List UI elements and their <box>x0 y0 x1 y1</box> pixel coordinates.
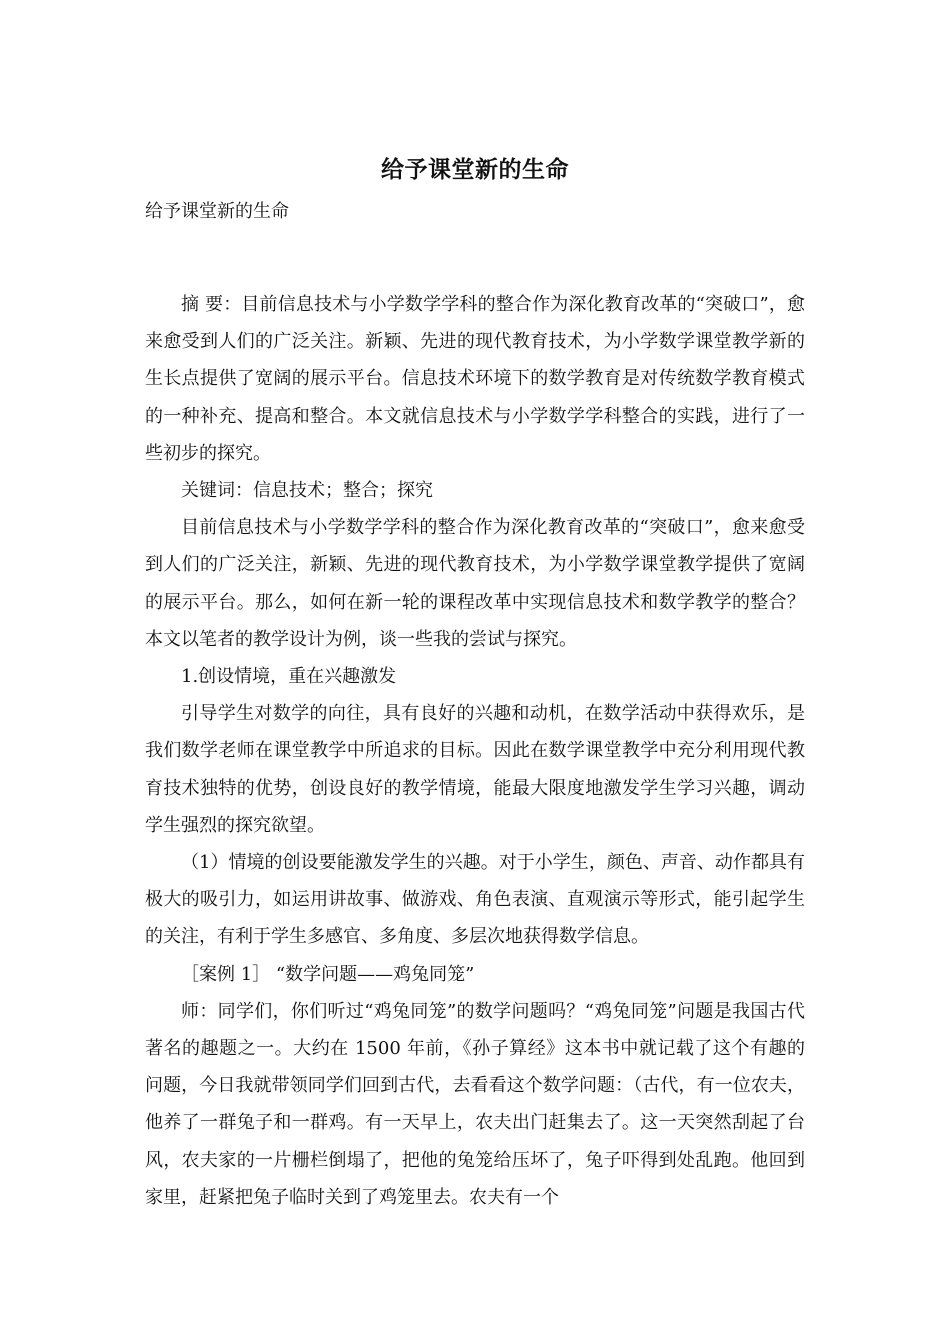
document-title: 给予课堂新的生命 <box>381 156 569 183</box>
case-1-paragraph: 师：同学们，你们听过“鸡兔同笼”的数学问题吗？“鸡兔同笼”问题是我国古代著名的趣题之一。大约在 1500 年前，《孙子算经》这本书中就记载了这个有趣的问题，今日我就带领同学们回到古代，去看看这个数学问题：（古代，有一位农夫，他养了一群兔子和一群鸡。有一天早上，农夫出门赶集去了。这一天突然刮起了台风，农夫家的一片栅栏倒塌了，把他的兔笼给压坏了，兔子吓得到处乱跑。他回到家里，赶紧把兔子临时关到了鸡笼里去。农夫有一个 <box>145 1000 805 1208</box>
intro-paragraph: 目前信息技术与小学数学学科的整合作为深化教育改革的“突破口”，愈来愈受到人们的广泛关注，新颖、先进的现代教育技术，为小学数学课堂教学提供了宽阔的展示平台。那么，如何在新一轮的课程改革中实现信息技术和数学教学的整合？本文以笔者的教学设计为例，谈一些我的尝试与探究。 <box>145 517 805 650</box>
subsection-1-paragraph: （1）情境的创设要能激发学生的兴趣。对于小学生，颜色、声音、动作都具有极大的吸引力，如运用讲故事、做游戏、角色表演、直观演示等形式，能引起学生的关注，有利于学生多感官、多角度、多层次地获得数学信息。 <box>145 852 805 948</box>
section-1-paragraph: 引导学生对数学的向往，具有良好的兴趣和动机，在数学活动中获得欢乐，是我们数学老师在课堂教学中所追求的目标。因此在数学课堂教学中充分利用现代教育技术独特的优势，创设良好的教学情境，能最大限度地激发学生学习兴趣，调动学生强烈的探究欲望。 <box>145 703 805 836</box>
document-subtitle: 给予课堂新的生命 <box>145 201 289 222</box>
case-heading-1: ［案例 1］ “数学问题——鸡兔同笼” <box>181 963 475 985</box>
section-heading-1: 1.创设情境，重在兴趣激发 <box>181 666 397 688</box>
document-body <box>145 286 805 1216</box>
abstract-paragraph: 摘 要：目前信息技术与小学数学学科的整合作为深化教育改革的“突破口”，愈来愈受到人们的广泛关注。新颖、先进的现代教育技术，为小学数学课堂教学新的生长点提供了宽阔的展示平台。信息技术环境下的数学教育是对传统数学教育模式的一种补充、提高和整合。本文就信息技术与小学数学学科整合的实践，进行了一些初步的探究。 <box>145 294 805 464</box>
document-page <box>145 150 805 1216</box>
keywords-paragraph: 关键词：信息技术；整合；探究 <box>181 480 433 502</box>
